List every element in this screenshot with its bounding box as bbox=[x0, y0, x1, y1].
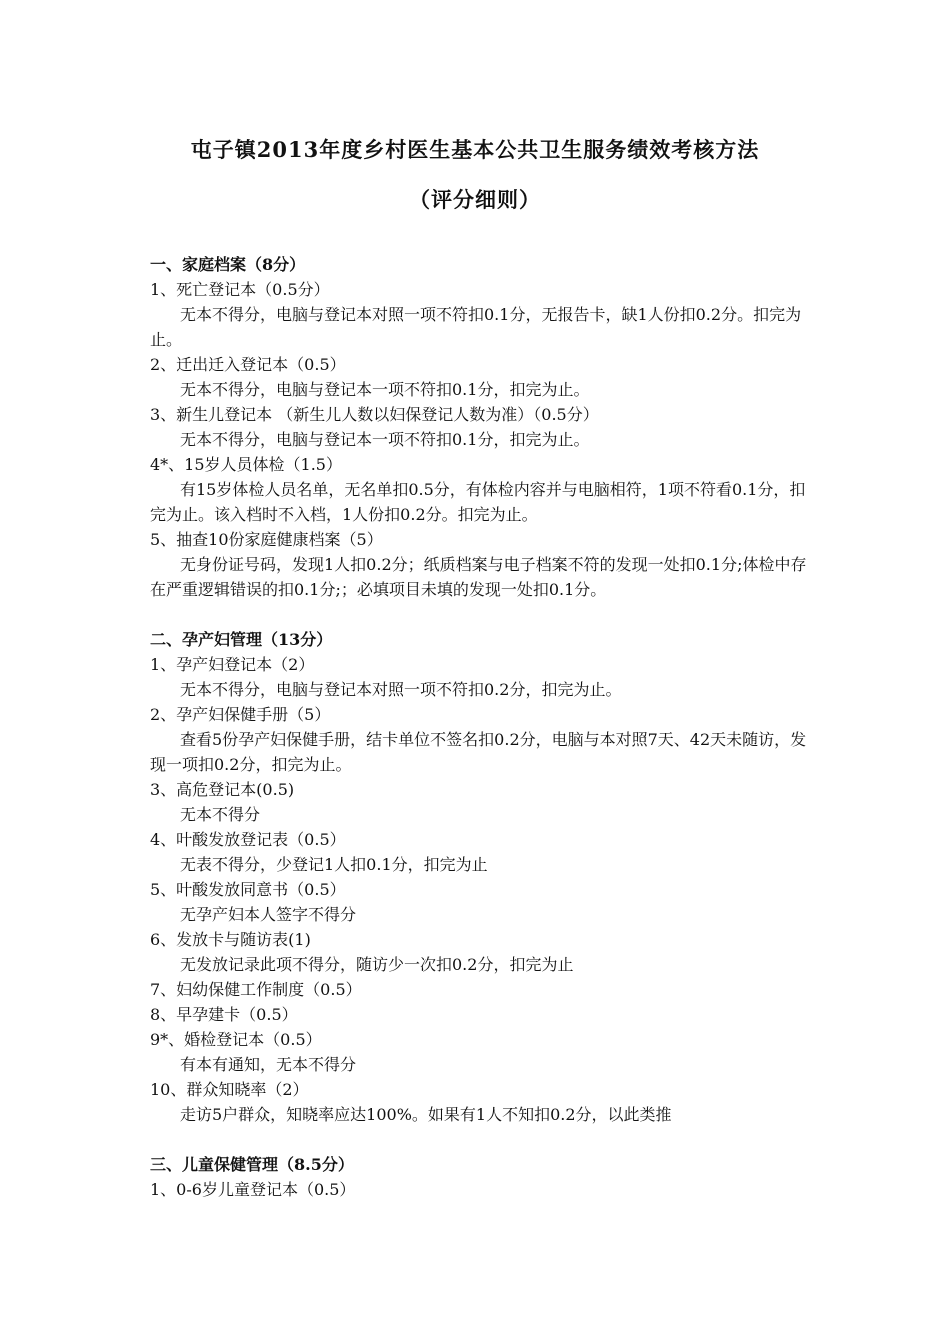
document-title: 屯子镇2013年度乡村医生基本公共卫生服务绩效考核方法 bbox=[190, 137, 760, 162]
document-subtitle: （评分细则） bbox=[409, 187, 541, 212]
item-detail: 无表不得分，少登记1人扣0.1分，扣完为止 bbox=[180, 855, 488, 874]
item-detail: 无本不得分，电脑与登记本对照一项不符扣0.2分，扣完为止。 bbox=[180, 680, 622, 699]
list-item: 2、迁出迁入登记本（0.5） bbox=[150, 355, 346, 374]
list-item: 9*、婚检登记本（0.5） bbox=[150, 1030, 322, 1049]
section-heading: 一、家庭档案（8分） bbox=[150, 255, 306, 274]
item-detail: 有本有通知，无本不得分 bbox=[180, 1055, 357, 1074]
list-item: 6、发放卡与随访表(1) bbox=[150, 930, 311, 949]
list-item: 8、早孕建卡（0.5） bbox=[150, 1005, 298, 1024]
list-item: 4、叶酸发放登记表（0.5） bbox=[150, 830, 346, 849]
section-heading: 二、孕产妇管理（13分） bbox=[150, 630, 333, 649]
item-detail: 无本不得分，电脑与登记本一项不符扣0.1分，扣完为止。 bbox=[180, 380, 590, 399]
section-heading: 三、儿童保健管理（8.5分） bbox=[150, 1155, 354, 1174]
item-detail: 有15岁体检人员名单，无名单扣0.5分，有体检内容并与电脑相符，1项不符看0.1分，扣完为止。该入档时不入档，1人份扣0.2分。扣完为止。 bbox=[150, 480, 806, 524]
list-item: 1、孕产妇登记本（2） bbox=[150, 655, 315, 674]
list-item: 4*、15岁人员体检（1.5） bbox=[150, 455, 342, 474]
document-body bbox=[150, 252, 810, 1202]
list-item: 3、新生儿登记本 （新生儿人数以妇保登记人数为准）（0.5分） bbox=[150, 405, 599, 424]
list-item: 10、群众知晓率（2） bbox=[150, 1080, 309, 1099]
item-detail: 查看5份孕产妇保健手册，结卡单位不签名扣0.2分，电脑与本对照7天、42天未随访，发现一项扣0.2分，扣完为止。 bbox=[150, 730, 807, 774]
section-spacer bbox=[150, 602, 810, 627]
list-item: 7、妇幼保健工作制度（0.5） bbox=[150, 980, 362, 999]
item-detail: 无身份证号码，发现1人扣0.2分；纸质档案与电子档案不符的发现一处扣0.1分;体检中存在严重逻辑错误的扣0.1分;；必填项目未填的发现一处扣0.1分。 bbox=[150, 555, 807, 599]
item-detail: 走访5户群众，知晓率应达100%。如果有1人不知扣0.2分，以此类推 bbox=[180, 1105, 672, 1124]
list-item: 1、死亡登记本（0.5分） bbox=[150, 280, 330, 299]
list-item: 1、0-6岁儿童登记本（0.5） bbox=[150, 1180, 356, 1199]
item-detail: 无孕产妇本人签字不得分 bbox=[180, 905, 357, 924]
list-item: 5、抽查10份家庭健康档案（5） bbox=[150, 530, 383, 549]
item-detail: 无本不得分 bbox=[180, 805, 261, 824]
list-item: 2、孕产妇保健手册（5） bbox=[150, 705, 331, 724]
section-spacer bbox=[150, 1127, 810, 1152]
list-item: 5、叶酸发放同意书（0.5） bbox=[150, 880, 346, 899]
list-item: 3、高危登记本(0.5) bbox=[150, 780, 295, 799]
item-detail: 无本不得分，电脑与登记本对照一项不符扣0.1分，无报告卡，缺1人份扣0.2分。扣完为止。 bbox=[150, 305, 802, 349]
item-detail: 无发放记录此项不得分，随访少一次扣0.2分，扣完为止 bbox=[180, 955, 574, 974]
item-detail: 无本不得分，电脑与登记本一项不符扣0.1分，扣完为止。 bbox=[180, 430, 590, 449]
